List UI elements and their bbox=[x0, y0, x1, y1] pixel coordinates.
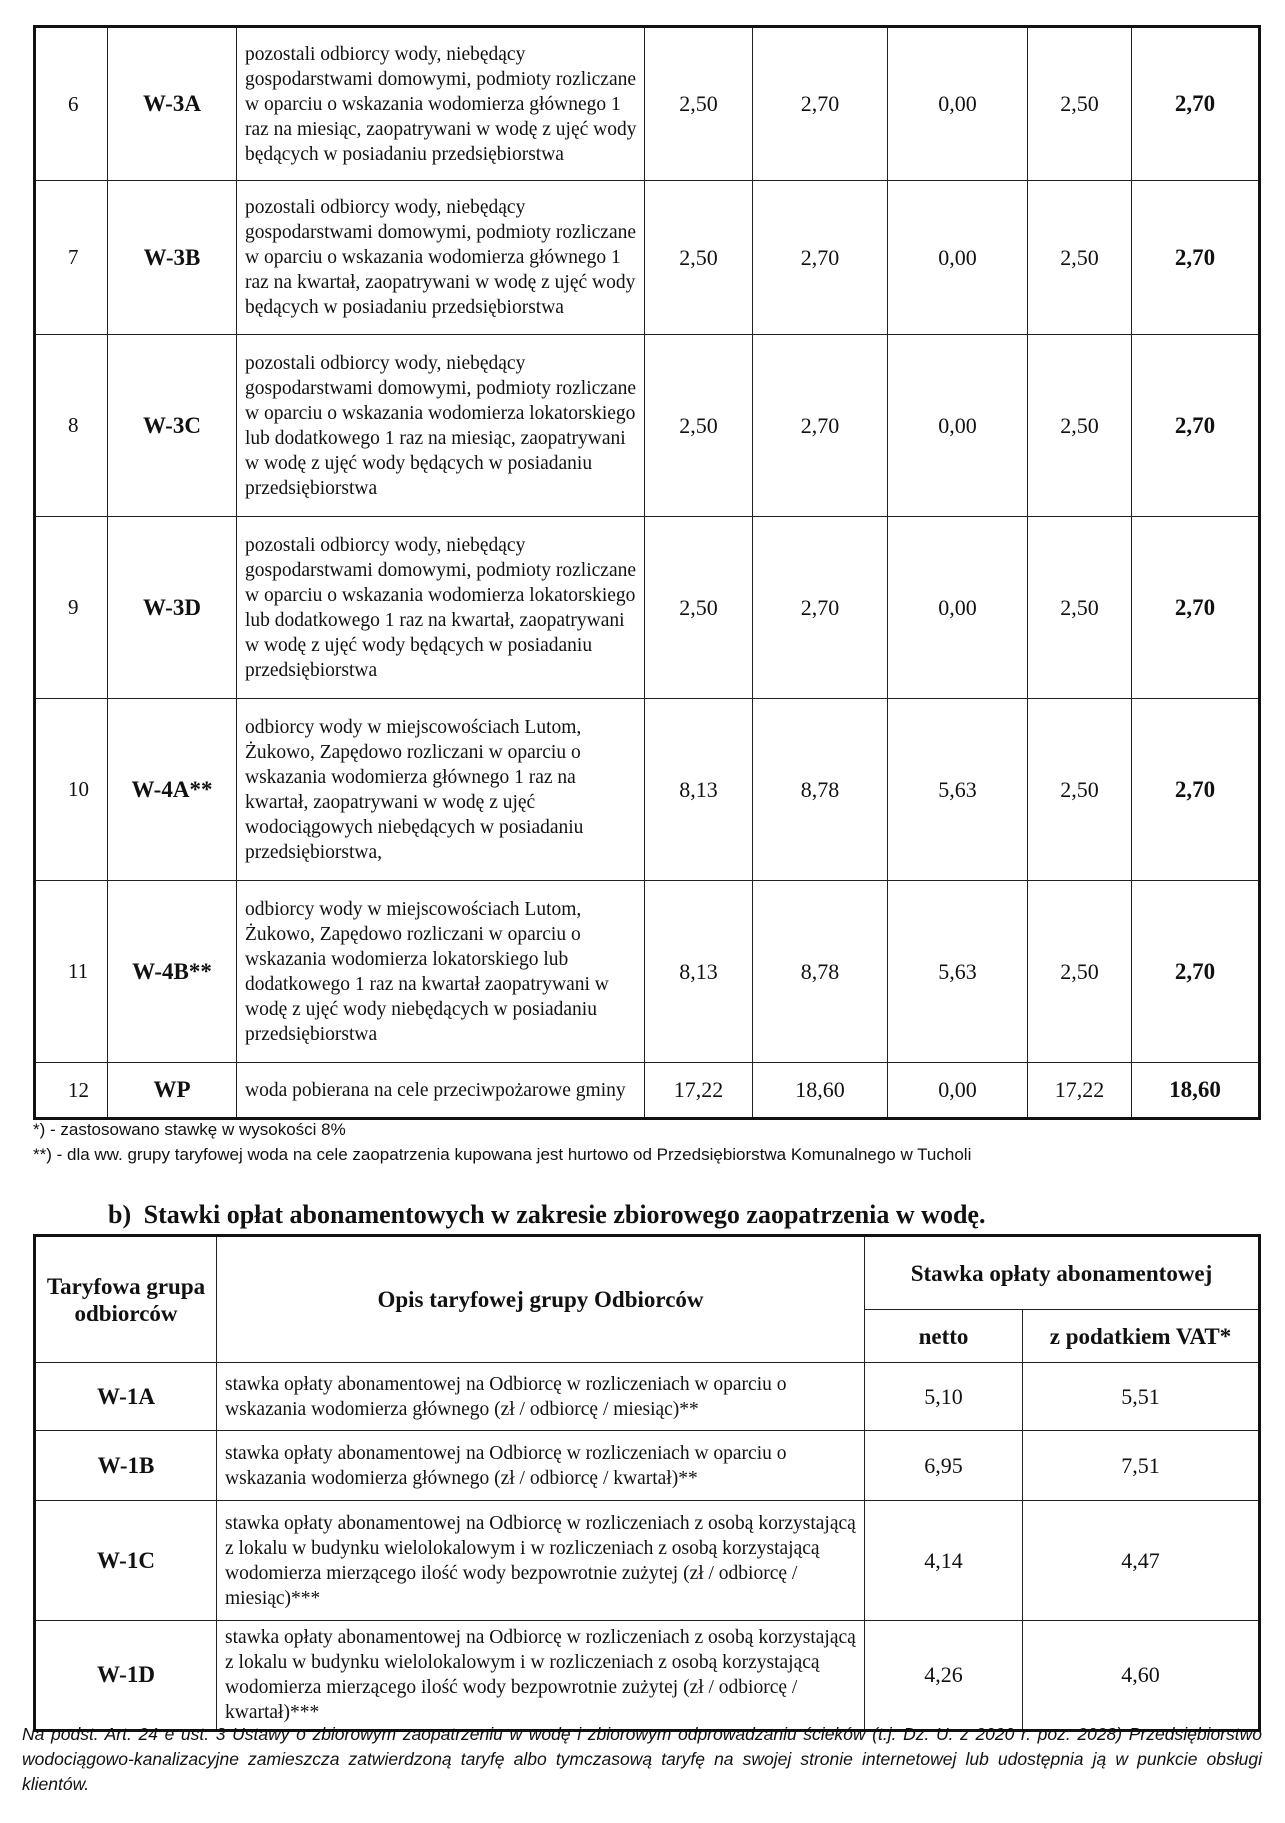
value-cell: 0,00 bbox=[888, 27, 1028, 181]
value-cell: 5,63 bbox=[888, 881, 1028, 1063]
value-cell: 2,50 bbox=[645, 335, 753, 517]
group-description: stawka opłaty abonamentowej na Odbiorcę w rozliczeniach z osobą korzystającą z lokalu w budynku wielolokalowym i w rozliczeniach z osobą korzystającą wodomierza mierzącego ilość wody bezpowrotnie zużytej (zł / odbiorcę / miesiąc)*** bbox=[217, 1501, 865, 1621]
value-cell: 8,13 bbox=[645, 699, 753, 881]
section-b-title: Stawki opłat abonamentowych w zakresie zbiorowego zaopatrzenia w wodę. bbox=[143, 1200, 986, 1229]
row-number: 12 bbox=[35, 1063, 108, 1119]
footnote-wholesale: **) - dla ww. grupy taryfowej woda na cele zaopatrzenia kupowana jest hurtowo od Przedsiębiorstwa Komunalnego w Tucholi bbox=[33, 1145, 972, 1164]
vat-value: 4,60 bbox=[1023, 1621, 1260, 1731]
value-cell: 2,50 bbox=[1028, 881, 1132, 1063]
row-number: 9 bbox=[35, 517, 108, 699]
table-row bbox=[35, 1621, 1260, 1731]
tariff-group: W-3B bbox=[108, 181, 237, 335]
table-row bbox=[35, 699, 1260, 881]
header-vat: z podatkiem VAT* bbox=[1023, 1310, 1260, 1363]
value-cell: 2,50 bbox=[645, 517, 753, 699]
net-value: 4,26 bbox=[865, 1621, 1023, 1731]
value-cell: 2,70 bbox=[753, 335, 888, 517]
value-cell: 18,60 bbox=[753, 1063, 888, 1119]
value-cell: 2,50 bbox=[1028, 27, 1132, 181]
value-cell: 2,50 bbox=[1028, 181, 1132, 335]
table-row bbox=[35, 1431, 1260, 1501]
vat-value: 5,51 bbox=[1023, 1363, 1260, 1431]
value-cell: 2,50 bbox=[645, 27, 753, 181]
tariff-group: W-1C bbox=[35, 1501, 217, 1621]
value-cell: 8,78 bbox=[753, 881, 888, 1063]
value-cell: 2,70 bbox=[753, 517, 888, 699]
tariff-group: W-4A** bbox=[108, 699, 237, 881]
group-description: odbiorcy wody w miejscowościach Lutom, Żukowo, Zapędowo rozliczani w oparciu o wskazania wodomierza głównego 1 raz na kwartał, zaopatrywani w wodę z ujęć wodociągowych niebędących w posiadaniu przedsiębiorstwa, bbox=[237, 699, 645, 881]
table-row bbox=[35, 517, 1260, 699]
tariff-rates-table bbox=[33, 25, 1261, 1120]
value-cell: 2,70 bbox=[753, 181, 888, 335]
value-cell-total: 2,70 bbox=[1132, 517, 1260, 699]
value-cell: 2,50 bbox=[1028, 335, 1132, 517]
table-row bbox=[35, 1501, 1260, 1621]
value-cell: 0,00 bbox=[888, 181, 1028, 335]
value-cell-total: 2,70 bbox=[1132, 881, 1260, 1063]
tariff-group: W-1A bbox=[35, 1363, 217, 1431]
value-cell: 8,78 bbox=[753, 699, 888, 881]
section-b-heading bbox=[108, 1200, 985, 1230]
row-number: 11 bbox=[35, 881, 108, 1063]
value-cell: 0,00 bbox=[888, 517, 1028, 699]
value-cell: 2,50 bbox=[1028, 699, 1132, 881]
subscription-fees-table bbox=[33, 1234, 1261, 1732]
table-row bbox=[35, 1363, 1260, 1431]
value-cell-total: 18,60 bbox=[1132, 1063, 1260, 1119]
header-group: Taryfowa grupa odbiorców bbox=[35, 1236, 217, 1363]
table-row bbox=[35, 1063, 1260, 1119]
value-cell: 5,63 bbox=[888, 699, 1028, 881]
group-description: stawka opłaty abonamentowej na Odbiorcę w rozliczeniach w oparciu o wskazania wodomierza głównego (zł / odbiorcę / kwartał)** bbox=[217, 1431, 865, 1501]
header-net: netto bbox=[865, 1310, 1023, 1363]
value-cell: 0,00 bbox=[888, 1063, 1028, 1119]
section-b-prefix: b) bbox=[108, 1200, 132, 1229]
group-description: odbiorcy wody w miejscowościach Lutom, Żukowo, Zapędowo rozliczani w oparciu o wskazania wodomierza lokatorskiego lub dodatkowego 1 raz na kwartał zaopatrywani w wodę z ujęć wody niebędących w posiadaniu przedsiębiorstwa bbox=[237, 881, 645, 1063]
value-cell-total: 2,70 bbox=[1132, 699, 1260, 881]
tariff-group: W-1D bbox=[35, 1621, 217, 1731]
group-description: pozostali odbiorcy wody, niebędący gospodarstwami domowymi, podmioty rozliczane w oparciu o wskazania wodomierza lokatorskiego lub dodatkowego 1 raz na miesiąc, zaopatrywani w wodę z ujęć wody będących w posiadaniu przedsiębiorstwa bbox=[237, 335, 645, 517]
table-header-row bbox=[35, 1236, 1260, 1310]
legal-note: Na podst. Art. 24 e ust. 3 Ustawy o zbiorowym zaopatrzeniu w wodę i zbiorowym odprowadzaniu ścieków (t.j. Dz. U. z 2020 r. poz. 2028) Przedsiębiorstwo wodociągowo-kanalizacyjne zamieszcza zatwierdzoną taryfę albo tymczasową taryfę na swojej stronie internetowej lub udostępnia ją w punkcie obsługi klientów. bbox=[22, 1724, 1262, 1794]
tariff-group: W-3C bbox=[108, 335, 237, 517]
net-value: 4,14 bbox=[865, 1501, 1023, 1621]
table-row bbox=[35, 335, 1260, 517]
value-cell-total: 2,70 bbox=[1132, 335, 1260, 517]
group-description: woda pobierana na cele przeciwpożarowe gminy bbox=[237, 1063, 645, 1119]
footnote-vat: *) - zastosowano stawkę w wysokości 8% bbox=[33, 1120, 346, 1139]
row-number: 10 bbox=[35, 699, 108, 881]
header-description: Opis taryfowej grupy Odbiorców bbox=[217, 1236, 865, 1363]
row-number: 7 bbox=[35, 181, 108, 335]
group-description: stawka opłaty abonamentowej na Odbiorcę w rozliczeniach z osobą korzystającą z lokalu w budynku wielolokalowym i w rozliczeniach z osobą korzystającą wodomierza mierzącego ilość wody bezpowrotnie zużytej (zł / odbiorcę / kwartał)*** bbox=[217, 1621, 865, 1731]
value-cell: 2,70 bbox=[753, 27, 888, 181]
group-description: pozostali odbiorcy wody, niebędący gospodarstwami domowymi, podmioty rozliczane w oparciu o wskazania wodomierza lokatorskiego lub dodatkowego 1 raz na kwartał, zaopatrywani w wodę z ujęć wody będących w posiadaniu przedsiębiorstwa bbox=[237, 517, 645, 699]
value-cell: 17,22 bbox=[1028, 1063, 1132, 1119]
header-rate: Stawka opłaty abonamentowej bbox=[865, 1236, 1260, 1310]
tariff-group: W-3D bbox=[108, 517, 237, 699]
row-number: 8 bbox=[35, 335, 108, 517]
value-cell-total: 2,70 bbox=[1132, 181, 1260, 335]
vat-value: 4,47 bbox=[1023, 1501, 1260, 1621]
row-number: 6 bbox=[35, 27, 108, 181]
value-cell: 2,50 bbox=[645, 181, 753, 335]
value-cell-total: 2,70 bbox=[1132, 27, 1260, 181]
table-row bbox=[35, 27, 1260, 181]
table-row bbox=[35, 881, 1260, 1063]
tariff-group: W-3A bbox=[108, 27, 237, 181]
group-description: pozostali odbiorcy wody, niebędący gospodarstwami domowymi, podmioty rozliczane w oparciu o wskazania wodomierza głównego 1 raz na kwartał, zaopatrywani w wodę z ujęć wody będących w posiadaniu przedsiębiorstwa bbox=[237, 181, 645, 335]
vat-value: 7,51 bbox=[1023, 1431, 1260, 1501]
net-value: 6,95 bbox=[865, 1431, 1023, 1501]
value-cell: 0,00 bbox=[888, 335, 1028, 517]
net-value: 5,10 bbox=[865, 1363, 1023, 1431]
tariff-group: W-1B bbox=[35, 1431, 217, 1501]
group-description: pozostali odbiorcy wody, niebędący gospodarstwami domowymi, podmioty rozliczane w oparciu o wskazania wodomierza głównego 1 raz na miesiąc, zaopatrywani w wodę z ujęć wody będących w posiadaniu przedsiębiorstwa bbox=[237, 27, 645, 181]
group-description: stawka opłaty abonamentowej na Odbiorcę w rozliczeniach w oparciu o wskazania wodomierza głównego (zł / odbiorcę / miesiąc)** bbox=[217, 1363, 865, 1431]
tariff-group: WP bbox=[108, 1063, 237, 1119]
table-row bbox=[35, 181, 1260, 335]
value-cell: 17,22 bbox=[645, 1063, 753, 1119]
value-cell: 2,50 bbox=[1028, 517, 1132, 699]
tariff-group: W-4B** bbox=[108, 881, 237, 1063]
value-cell: 8,13 bbox=[645, 881, 753, 1063]
